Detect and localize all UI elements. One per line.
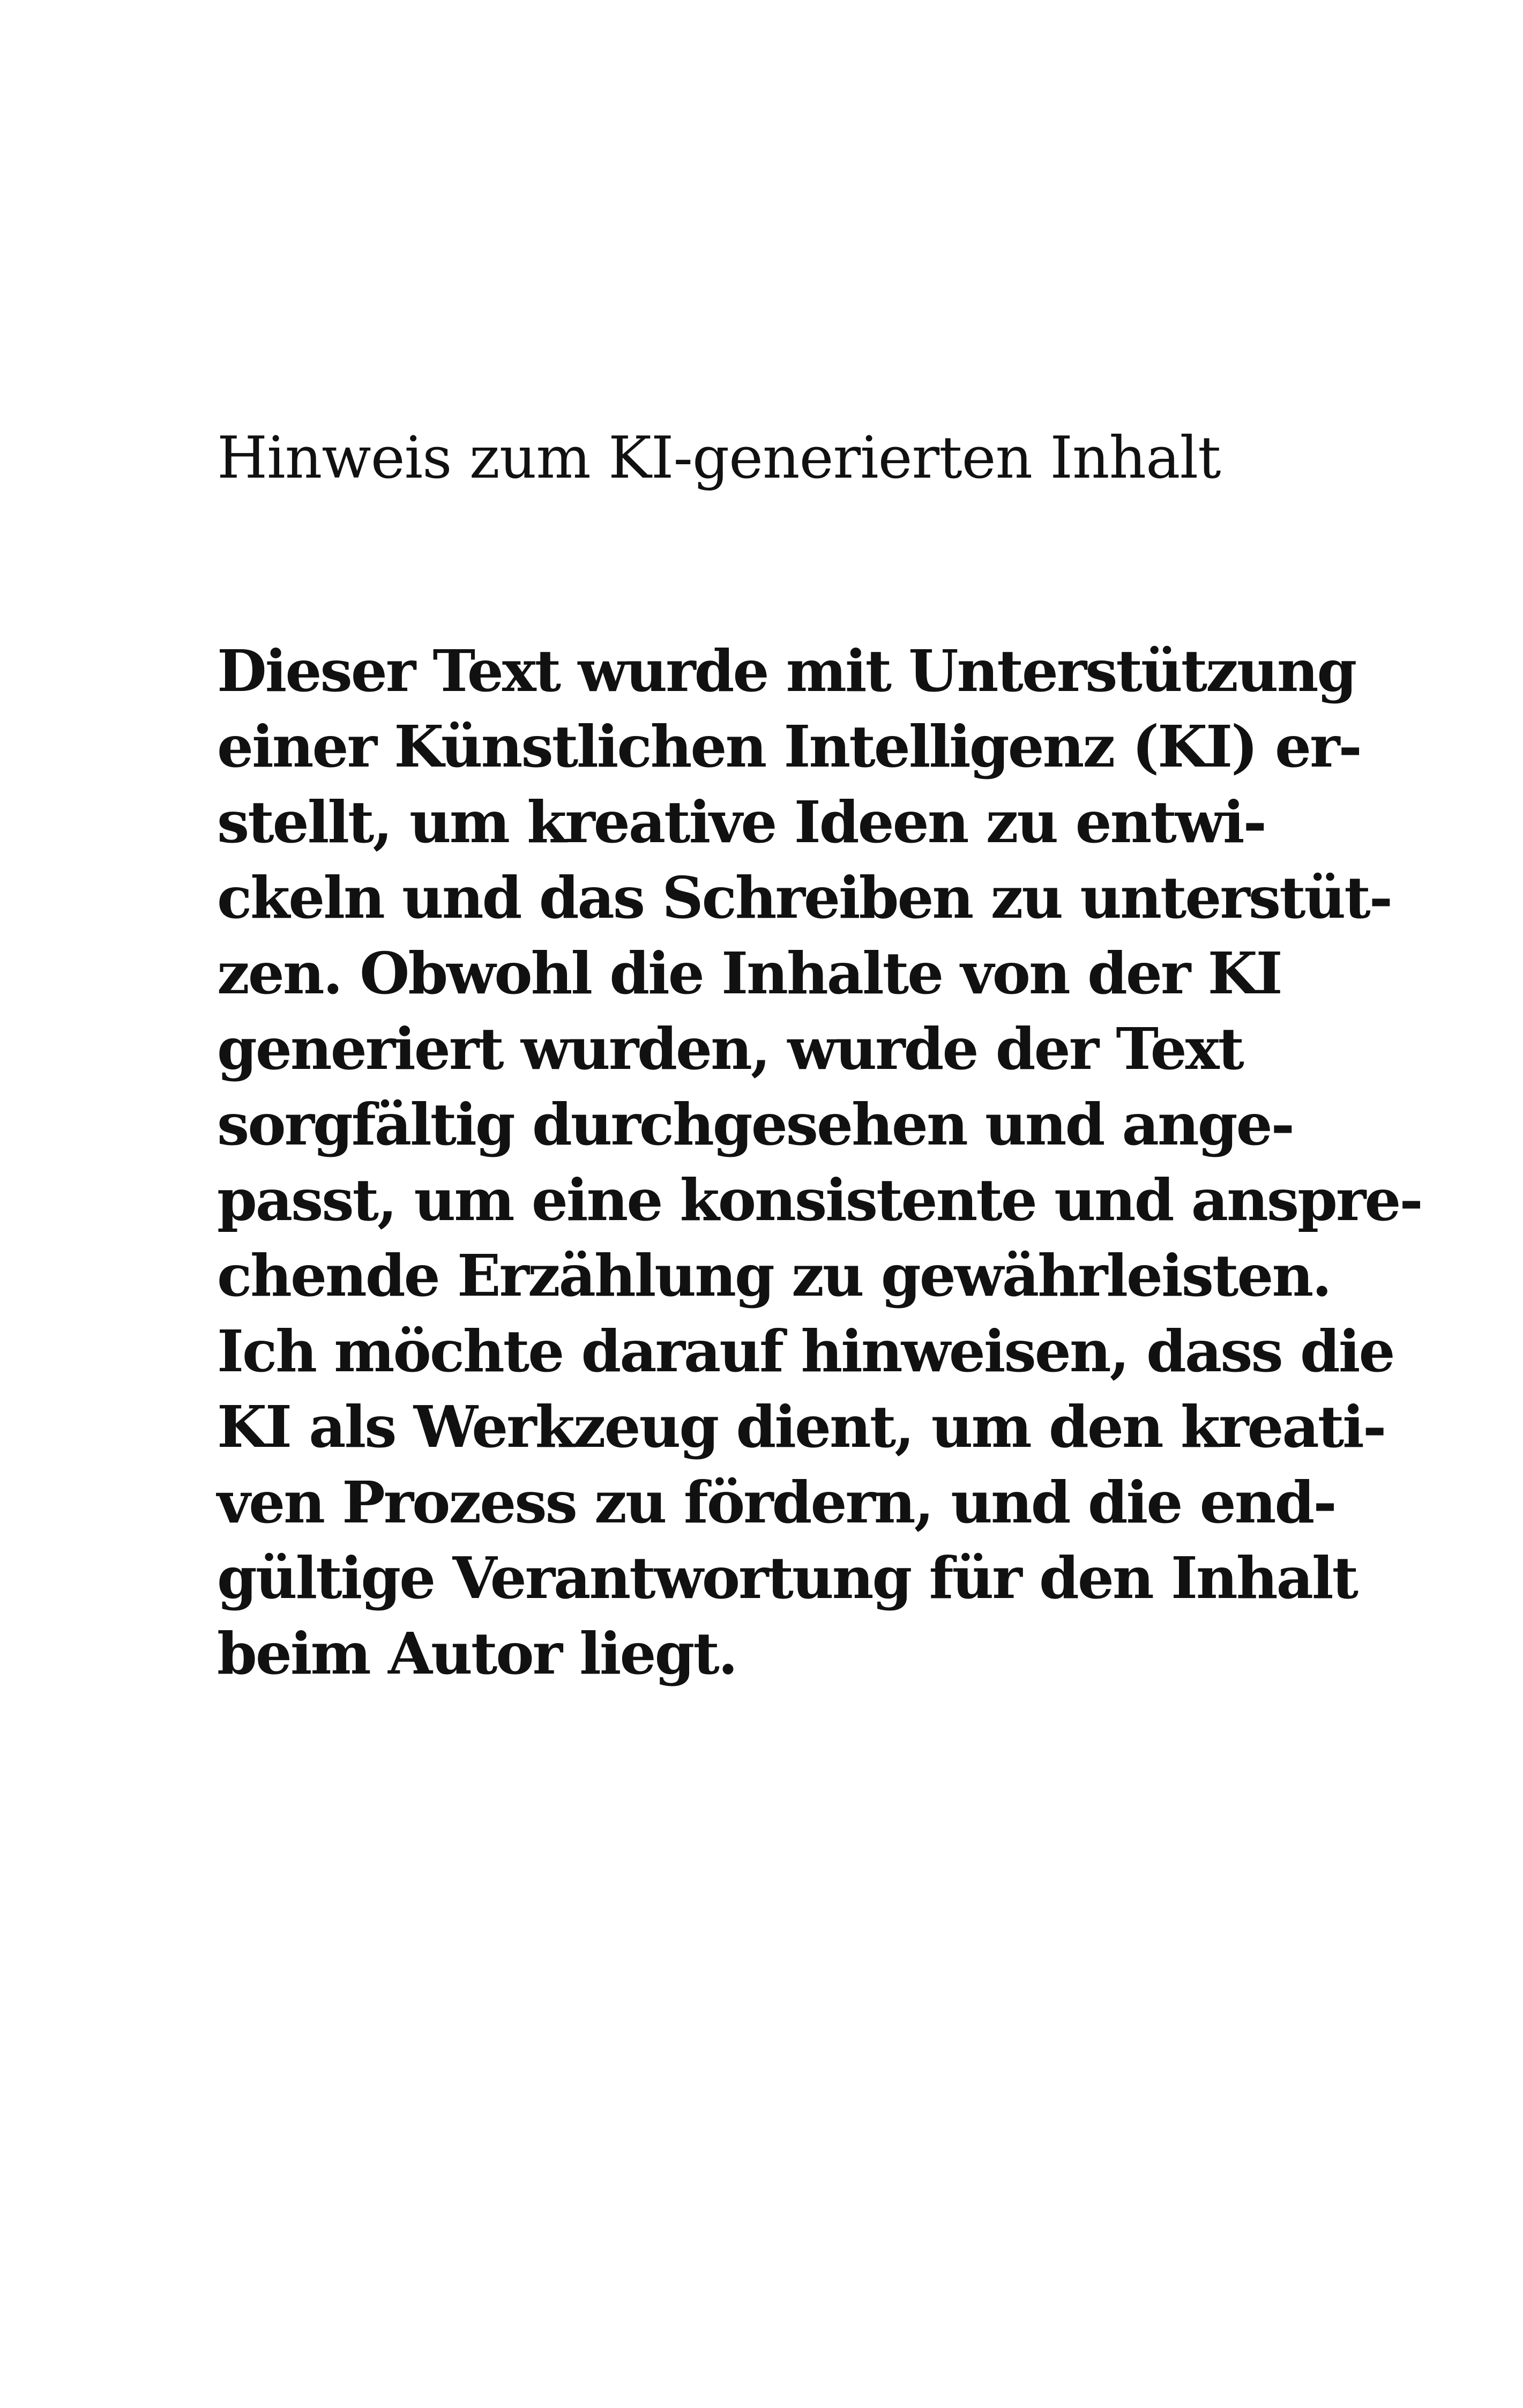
body-line: generiert wurden, wurde der Text [217,1016,1243,1083]
body-line: Dieser Text wurde mit Unterstützung [217,638,1356,705]
body-line: ven Prozess zu fördern, und die end- [217,1469,1335,1536]
document-body [217,634,1422,1692]
document-title: Hinweis zum KI-generierten Inhalt [217,425,1221,492]
body-line: gültige Verantwortung für den Inhalt [217,1545,1357,1612]
body-line: beim Autor liegt. [217,1621,737,1688]
body-line: zen. Obwohl die Inhalte von der KI [217,940,1281,1007]
body-line: einer Künstlichen Intelligenz (KI) er- [217,714,1361,781]
body-line: stellt, um kreative Ideen zu entwi- [217,789,1266,856]
body-line: sorgfältig durchgesehen und ange- [217,1091,1294,1158]
body-line: ckeln und das Schreiben zu unterstüt- [217,865,1392,932]
body-line: chende Erzählung zu gewährleisten. [217,1243,1331,1310]
body-line: passt, um eine konsistente und anspre- [217,1167,1422,1234]
body-line: KI als Werkzeug dient, um den kreati- [217,1394,1385,1461]
body-line: Ich möchte darauf hinweisen, dass die [217,1318,1394,1385]
